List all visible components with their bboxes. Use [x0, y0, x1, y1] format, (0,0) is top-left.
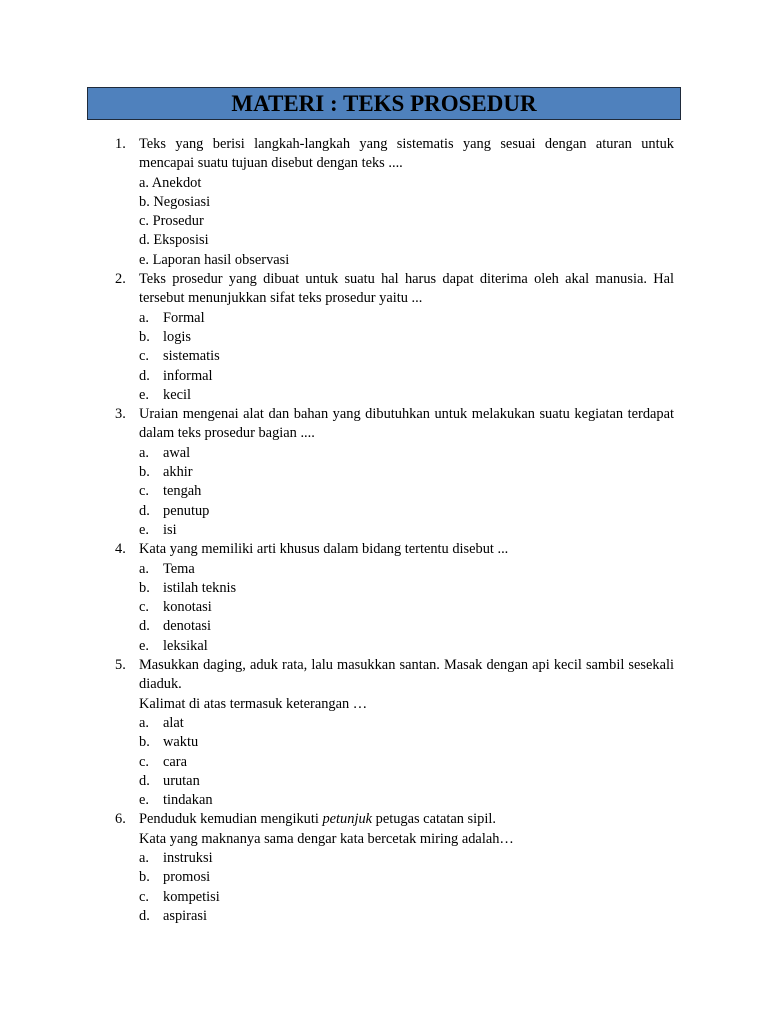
option-text: konotasi	[163, 599, 212, 616]
option-e: e. Laporan hasil observasi	[139, 251, 290, 268]
question-text: Teks prosedur yang dibuat untuk suatu hal harus dapat diterima oleh akal manusia. Hal tersebut menunjukkan sifat teks prosedur yaitu ...	[139, 271, 674, 307]
option-letter: a.	[139, 560, 149, 577]
option-text: kecil	[163, 386, 191, 403]
option-text: alat	[163, 714, 184, 731]
option-letter: b.	[139, 579, 150, 596]
option-letter: b.	[139, 869, 150, 886]
option-text: istilah teknis	[163, 579, 237, 596]
option-letter: d.	[139, 772, 150, 789]
option-e	[139, 791, 674, 810]
option-e	[139, 521, 674, 540]
option-b	[139, 733, 674, 752]
option-letter: d.	[139, 502, 150, 519]
option-text: informal	[163, 367, 213, 384]
option-a	[139, 560, 674, 579]
option-letter: c.	[139, 888, 149, 905]
option-b	[139, 579, 674, 598]
option-text: instruksi	[163, 849, 213, 866]
option-d	[139, 617, 674, 636]
option-letter: c.	[139, 483, 149, 500]
option-text: logis	[163, 328, 191, 345]
option-text: aspirasi	[163, 907, 207, 924]
title-banner	[87, 87, 681, 120]
option-letter: a.	[139, 444, 149, 461]
option-text: awal	[163, 444, 191, 461]
question-number: 4.	[115, 541, 126, 558]
option-letter: b.	[139, 328, 150, 345]
option-text: cara	[163, 753, 187, 770]
question-text: Masukkan daging, aduk rata, lalu masukkan santan. Masak dengan api kecil sambil sesekali diaduk.	[139, 657, 674, 693]
option-d	[139, 772, 674, 791]
option-text: sistematis	[163, 348, 220, 365]
option-text: waktu	[163, 734, 199, 751]
option-b: b. Negosiasi	[139, 193, 211, 210]
option-a	[139, 714, 674, 733]
option-letter: e.	[139, 637, 149, 654]
option-letter: a.	[139, 714, 149, 731]
question-3	[111, 405, 674, 540]
option-text: kompetisi	[163, 888, 220, 905]
option-a: a. Anekdot	[139, 174, 202, 191]
option-a	[139, 444, 674, 463]
option-c	[139, 753, 674, 772]
option-a	[139, 849, 674, 868]
option-b	[139, 328, 674, 347]
option-c	[139, 482, 674, 501]
option-letter: e.	[139, 792, 149, 809]
question-number: 2.	[115, 271, 126, 288]
option-text: akhir	[163, 464, 193, 481]
question-number: 5.	[115, 657, 126, 674]
italic-word: petunjuk	[322, 811, 373, 828]
option-a	[139, 309, 674, 328]
option-b	[139, 463, 674, 482]
question-number: 1.	[115, 136, 126, 152]
option-letter: c.	[139, 599, 149, 616]
option-letter: b.	[139, 464, 150, 481]
option-c	[139, 347, 674, 366]
option-letter: c.	[139, 348, 149, 365]
option-letter: e.	[139, 386, 149, 403]
option-e	[139, 386, 674, 405]
option-letter: d.	[139, 618, 150, 635]
option-b	[139, 868, 674, 887]
option-c: c. Prosedur	[139, 213, 204, 230]
question-text: Uraian mengenai alat dan bahan yang dibutuhkan untuk melakukan suatu kegiatan terdapat dalam teks prosedur bagian ....	[139, 406, 674, 442]
option-e	[139, 637, 674, 656]
option-text: tengah	[163, 483, 202, 500]
question-6	[111, 810, 674, 926]
question-number: 6.	[115, 811, 126, 828]
question-text	[139, 810, 674, 829]
option-letter: e.	[139, 521, 149, 538]
question-1	[111, 135, 674, 270]
option-c	[139, 598, 674, 617]
option-text: urutan	[163, 772, 200, 789]
question-prompt: Kata yang maknanya sama dengar kata bercetak miring adalah…	[139, 830, 514, 847]
option-d	[139, 907, 674, 926]
option-d	[139, 367, 674, 386]
option-d	[139, 502, 674, 521]
option-text: tindakan	[163, 792, 213, 809]
question-text: Kata yang memiliki arti khusus dalam bidang tertentu disebut ...	[139, 541, 509, 558]
question-prompt: Kalimat di atas termasuk keterangan …	[139, 695, 368, 712]
option-text: isi	[163, 521, 177, 538]
option-letter: a.	[139, 849, 149, 866]
page-title: MATERI : TEKS PROSEDUR	[231, 90, 537, 116]
option-text: denotasi	[163, 618, 211, 635]
question-text-start: Penduduk kemudian mengikuti	[139, 811, 323, 828]
question-5	[111, 656, 674, 810]
option-text: penutup	[163, 502, 210, 519]
option-text: Formal	[163, 309, 205, 326]
option-d: d. Eksposisi	[139, 232, 209, 249]
option-text: promosi	[163, 869, 211, 886]
option-text: leksikal	[163, 637, 208, 654]
question-text: Teks yang berisi langkah-langkah yang sistematis yang sesuai dengan aturan untuk mencapai suatu tujuan disebut dengan teks ....	[139, 136, 674, 172]
question-list	[111, 135, 674, 926]
question-text-end: petugas catatan sipil.	[372, 811, 496, 828]
question-2	[111, 270, 674, 405]
option-letter: a.	[139, 309, 149, 326]
option-letter: c.	[139, 753, 149, 770]
option-c	[139, 888, 674, 907]
option-letter: d.	[139, 907, 150, 924]
option-text: Tema	[163, 560, 195, 577]
question-4	[111, 540, 674, 656]
question-number: 3.	[115, 406, 126, 423]
option-letter: d.	[139, 367, 150, 384]
option-letter: b.	[139, 734, 150, 751]
